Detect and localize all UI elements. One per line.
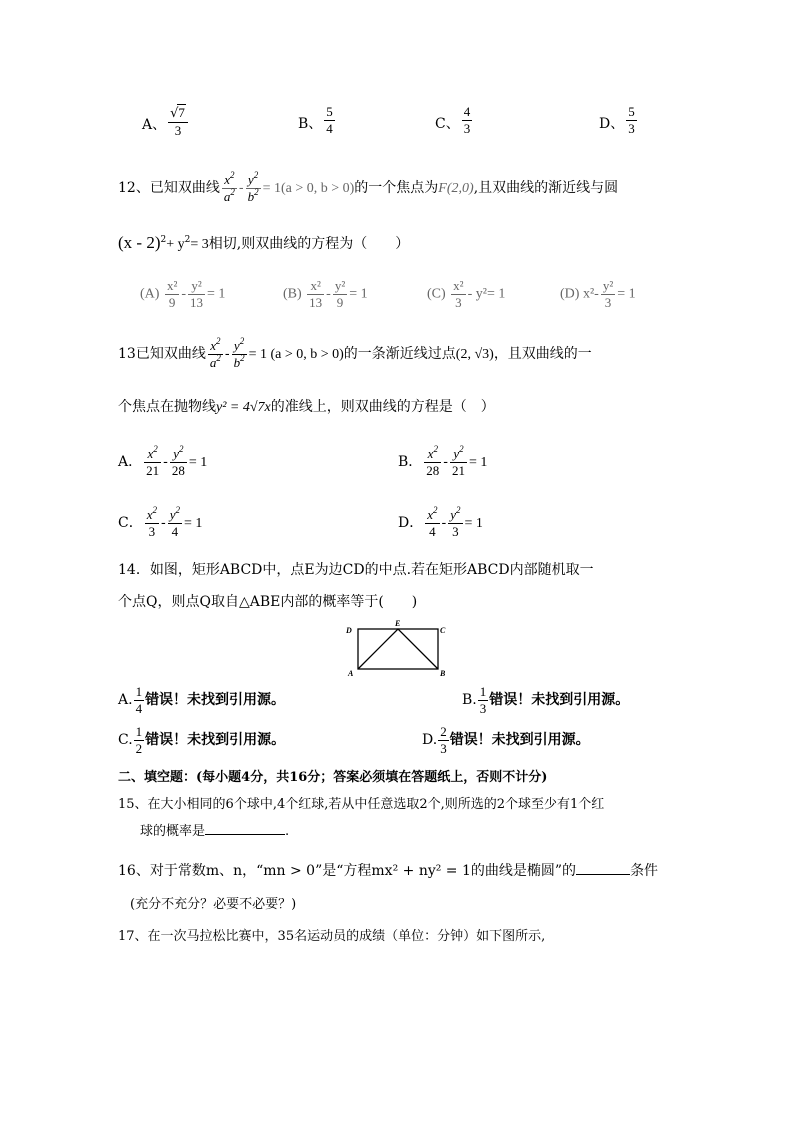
q11-option-a: A、 $\frac{√7}{3}$ (142, 112, 190, 138)
fig-label-d: D (346, 626, 352, 635)
q13-option-d: D． $\frac{x^2}{4}$ - $\frac{y^2}{3}$ = 1 (398, 505, 483, 539)
q12-option-b: (B) $\frac{\text{x²}}{13}$ - $\frac{\text{y²}}{9}$ = 1 (283, 278, 368, 310)
q16-answer-blank[interactable] (576, 862, 630, 875)
q12-option-c: (C) $\frac{\text{x²}}{3}$ - y²= 1 (427, 278, 506, 310)
q13-line2: 个焦点在抛物线y² = 4√7x的准线上，则双曲线的方程是（ ） (118, 399, 495, 415)
fig-label-a: A (348, 669, 354, 678)
q14-line2: 个点Q，则点Q取自△ABE内部的概率等于( ) (118, 594, 418, 610)
q13-option-a: A． $\frac{x^2}{21}$ - $\frac{y^2}{28}$ = 1 (118, 444, 208, 478)
q13-line1: 13已知双曲线 $\frac{x^2}{a^2}$ - $\frac{y^2}{b^2}$ = 1 (a > 0, b > 0)的一条渐近线过点(2, √3)，且双曲线的一 (118, 336, 592, 370)
q13-option-b: B． $\frac{x^2}{28}$ - $\frac{y^2}{21}$ = 1 (398, 444, 488, 478)
q12-option-d: (D) x²- $\frac{\text{y²}}{3}$ = 1 (560, 278, 636, 310)
q15-line1: 15、在大小相同的6个球中,4个红球,若从中任意选取2个,则所选的2个球至少有1个红 (118, 797, 605, 812)
q15-line2: 球的概率是 . (140, 824, 290, 839)
q12-line1: 12、已知双曲线 $\frac{x^2}{a^2}$ - $\frac{y^2}{b^2}$ = 1(a > 0, b > 0)的一个焦点为F(2,0),且双曲线的渐近线与圆 (118, 170, 619, 204)
fig-label-e: E (395, 620, 401, 628)
q16-line1: 16、对于常数m、n，“mn > 0”是“方程mx² + ny² = 1的曲线是椭圆”的 条件 (118, 863, 659, 879)
q14-option-d: D. $\frac{2}{3}$ 错误！未找到引用源。 (422, 724, 590, 756)
q11-option-b: B、 $\frac{5}{4}$ (298, 104, 333, 136)
fig-label-b: B (440, 669, 446, 678)
q14-line1: 14．如图，矩形ABCD中，点E为边CD的中点.若在矩形ABCD内部随机取一 (118, 562, 594, 578)
q11-option-d: D、 $\frac{5}{3}$ (599, 104, 635, 136)
q16-line2: (充分不充分？必要不必要？) (130, 897, 297, 912)
q14-option-b: B. $\frac{1}{3}$ 错误！未找到引用源。 (462, 684, 630, 716)
q14-option-c: C. $\frac{1}{2}$ 错误！未找到引用源。 (118, 724, 286, 756)
q14-option-a: A. $\frac{1}{4}$ 错误！未找到引用源。 (118, 684, 286, 716)
q12-option-a: (A) $\frac{\text{x²}}{9}$ - $\frac{\text{y²}}{13}$ = 1 (140, 278, 226, 310)
q13-option-c: C． $\frac{x^2}{3}$ - $\frac{y^2}{4}$ = 1 (118, 505, 203, 539)
q15-answer-blank[interactable] (205, 822, 285, 835)
q14-figure (342, 620, 452, 680)
q17-line1: 17、在一次马拉松比赛中，35名运动员的成绩（单位：分钟）如下图所示, (118, 929, 546, 944)
section-2-heading: 二、填空题：(每小题4分，共16分；答案必须填在答题纸上，否则不计分) (118, 770, 548, 785)
q11-option-c: C、 $\frac{4}{3}$ (435, 104, 471, 136)
fig-label-c: C (440, 626, 446, 635)
q12-line2: $(x - 2)^2+ y^2= 3$相切,则双曲线的方程为（ ） (118, 233, 410, 252)
